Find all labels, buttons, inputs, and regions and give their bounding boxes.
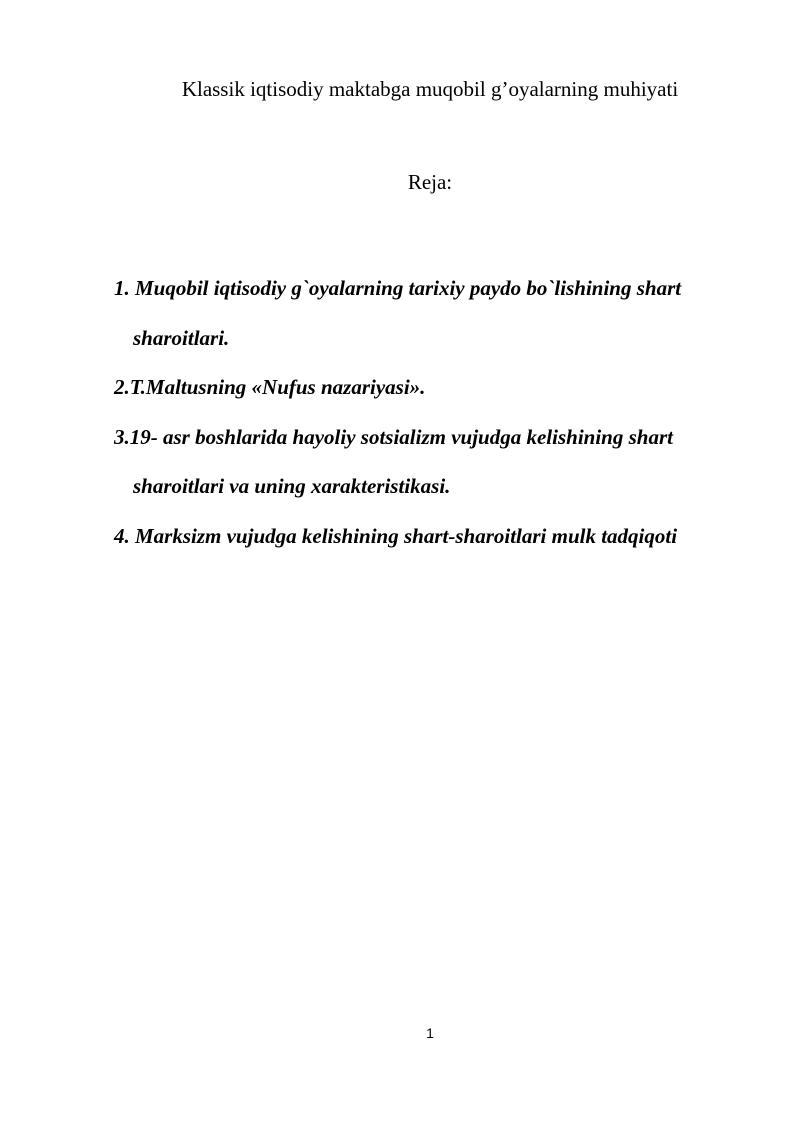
document-title: Klassik iqtisodiy maktabga muqobil g’oyalarning muhiyati [181, 77, 679, 101]
plan-list [114, 264, 734, 561]
plan-item-1-continuation: sharoitlari. [133, 325, 230, 350]
plan-item-4 [114, 512, 734, 562]
page-number: 1 [426, 1025, 434, 1041]
plan-item-3 [114, 413, 734, 512]
plan-heading: Reja: [407, 170, 453, 194]
plan-item-2-text: 2.T.Maltusning «Nufus nazariyasi». [114, 375, 426, 399]
plan-item-2 [114, 363, 734, 413]
plan-item-1 [114, 264, 734, 363]
plan-item-3-text: 3.19- asr boshlarida hayoliy sotsializm vujudga kelishining shart [114, 424, 673, 449]
plan-item-1-text: 1. Muqobil iqtisodiy g`oyalarning tarixiy paydo bo`lishining shart [114, 276, 682, 300]
plan-item-3-continuation: sharoitlari va uning xarakteristikasi. [133, 474, 451, 498]
plan-item-4-text: 4. Marksizm vujudga kelishining shart-sharoitlari mulk tadqiqoti [114, 523, 678, 548]
